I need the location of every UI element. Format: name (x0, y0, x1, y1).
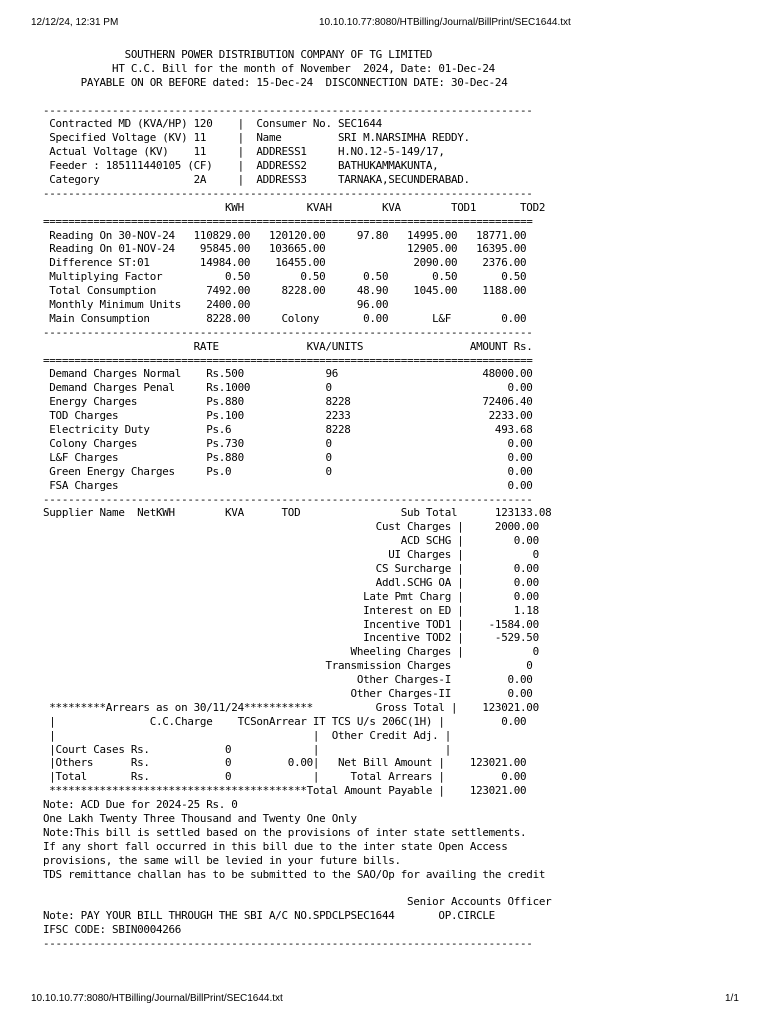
bill-line: provisions, the same will be levied in your future bills. (43, 853, 401, 867)
bill-line: IFSC CODE: SBIN0004266 (43, 923, 182, 937)
bill-line: Multiplying Factor 0.50 0.50 0.50 0.50 0.50 (43, 270, 527, 284)
bill-line: ------------------------------------------------------------------------------ (43, 325, 533, 339)
bill-line: Transmission Charges 0 (43, 659, 533, 673)
bill-line: HT C.C. Bill for the month of November 2024, Date: 01-Dec-24 (43, 61, 495, 75)
bill-line: Category 2A | ADDRESS3 TARNAKA,SECUNDERABAD. (43, 173, 470, 187)
bill-line: Contracted MD (KVA/HP) 120 | Consumer No. SEC1644 (43, 117, 382, 131)
bill-line: Energy Charges Ps.880 8228 72406.40 (43, 395, 533, 409)
bill-line (43, 881, 551, 895)
bill-line: ------------------------------------------------------------------------------ (43, 937, 533, 950)
bill-line: FSA Charges 0.00 (43, 478, 533, 492)
print-url-footer: 10.10.10.77:8080/HTBilling/Journal/BillPrint/SEC1644.txt (31, 993, 283, 1004)
bill-line: Electricity Duty Ps.6 8228 493.68 (43, 423, 533, 437)
bill-line: |Court Cases Rs. 0 | | (43, 742, 451, 756)
bill-line: KWH KVAH KVA TOD1 TOD2 (43, 200, 546, 214)
bill-line: PAYABLE ON OR BEFORE dated: 15-Dec-24 DISCONNECTION DATE: 30-Dec-24 (43, 75, 508, 89)
print-url-header: 10.10.10.77:8080/HTBilling/Journal/BillPrint/SEC1644.txt (319, 17, 571, 28)
print-datetime: 12/12/24, 12:31 PM (31, 17, 119, 28)
bill-line: Other Charges-I 0.00 (43, 673, 533, 687)
bill-line: Wheeling Charges | 0 (43, 645, 539, 659)
bill-line: Addl.SCHG OA | 0.00 (43, 575, 539, 589)
bill-line: Reading On 30-NOV-24 110829.00 120120.00 97.80 14995.00 18771.00 (43, 228, 527, 242)
bill-line: ============================================================================== (43, 353, 533, 367)
bill-line: Monthly Minimum Units 2400.00 96.00 (43, 298, 389, 312)
bill-line: Difference ST:01 14984.00 16455.00 2090.00 2376.00 (43, 256, 527, 270)
bill-line: ============================================================================== (43, 214, 533, 228)
bill-line: Demand Charges Normal Rs.500 96 48000.00 (43, 367, 533, 381)
bill-line: Main Consumption 8228.00 Colony 0.00 L&F 0.00 (43, 311, 527, 325)
bill-line: Colony Charges Ps.730 0 0.00 (43, 436, 533, 450)
bill-line: ------------------------------------------------------------------------------ (43, 103, 533, 117)
bill-line: Incentive TOD1 | -1584.00 (43, 617, 539, 631)
bill-line: ------------------------------------------------------------------------------ (43, 492, 533, 506)
bill-line: |Others Rs. 0 0.00| Net Bill Amount | 123021.00 (43, 756, 527, 770)
bill-line: If any short fall occurred in this bill due to the inter state Open Access (43, 839, 508, 853)
bill-line: Actual Voltage (KV) 11 | ADDRESS1 H.NO.12-5-149/17, (43, 145, 445, 159)
bill-line (43, 90, 551, 104)
bill-line: TDS remittance challan has to be submitted to the SAO/Op for availing the credit (43, 867, 546, 881)
bill-line: One Lakh Twenty Three Thousand and Twenty One Only (43, 811, 357, 825)
bill-line: Late Pmt Charg | 0.00 (43, 589, 539, 603)
bill-line: RATE KVA/UNITS AMOUNT Rs. (43, 339, 533, 353)
bill-line: Total Consumption 7492.00 8228.00 48.90 1045.00 1188.00 (43, 284, 527, 298)
bill-line: *****************************************Total Amount Payable | 123021.00 (43, 784, 527, 798)
bill-line: Note:This bill is settled based on the provisions of inter state settlements. (43, 825, 527, 839)
bill-line: Green Energy Charges Ps.0 0 0.00 (43, 464, 533, 478)
bill-line: Cust Charges | 2000.00 (43, 520, 539, 534)
bill-line: Supplier Name NetKWH KVA TOD Sub Total 123133.08 (43, 506, 552, 520)
bill-line: Interest on ED | 1.18 (43, 603, 539, 617)
bill-line: Demand Charges Penal Rs.1000 0 0.00 (43, 381, 533, 395)
bill-line: Senior Accounts Officer (43, 895, 552, 909)
bill-line: ACD SCHG | 0.00 (43, 534, 539, 548)
bill-line: L&F Charges Ps.880 0 0.00 (43, 450, 533, 464)
bill-line: TOD Charges Ps.100 2233 2233.00 (43, 409, 533, 423)
bill-line: Other Charges-II 0.00 (43, 686, 533, 700)
bill-line: Specified Voltage (KV) 11 | Name SRI M.NARSIMHA REDDY. (43, 131, 470, 145)
bill-line: Feeder : 185111440105 (CF) | ADDRESS2 BATHUKAMMAKUNTA, (43, 159, 439, 173)
bill-line: Incentive TOD2 | -529.50 (43, 631, 539, 645)
bill-line: | C.C.Charge TCSonArrear IT TCS U/s 206C(1H) | 0.00 (43, 714, 527, 728)
bill-line: SOUTHERN POWER DISTRIBUTION COMPANY OF TG LIMITED (43, 48, 433, 61)
page-number: 1/1 (725, 993, 739, 1004)
bill-line: Reading On 01-NOV-24 95845.00 103665.00 12905.00 16395.00 (43, 242, 527, 256)
bill-line: ------------------------------------------------------------------------------ (43, 186, 533, 200)
bill-document-text (43, 48, 551, 951)
bill-line: |Total Rs. 0 | Total Arrears | 0.00 (43, 770, 527, 784)
bill-line: UI Charges | 0 (43, 548, 539, 562)
bill-line: | | Other Credit Adj. | (43, 728, 451, 742)
bill-line: *********Arrears as on 30/11/24*********** Gross Total | 123021.00 (43, 700, 539, 714)
bill-line: CS Surcharge | 0.00 (43, 561, 539, 575)
bill-line: Note: ACD Due for 2024-25 Rs. 0 (43, 798, 238, 812)
bill-line: Note: PAY YOUR BILL THROUGH THE SBI A/C NO.SPDCLPSEC1644 OP.CIRCLE (43, 909, 495, 923)
